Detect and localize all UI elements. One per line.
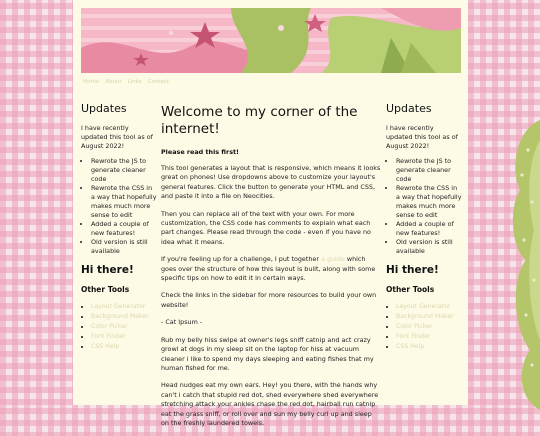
tool-link[interactable]: Color Picker	[396, 323, 433, 330]
tool-link[interactable]: Layout Generator	[91, 303, 146, 310]
left-tools-title: Other Tools	[81, 285, 130, 294]
right-updates-text: I have recently updated this tool as of August 2022!	[386, 124, 458, 150]
list-item	[91, 312, 157, 322]
list-item: • Old version is still available	[396, 238, 462, 256]
list-item: • Added a couple of new features!	[396, 220, 462, 238]
banner-art	[81, 8, 461, 73]
left-tools-list	[81, 302, 157, 352]
right-updates-title: Updates	[386, 102, 432, 115]
list-item: • Rewrote the JS to generate cleaner code	[396, 157, 462, 184]
list-item	[396, 322, 462, 332]
nav-link-about[interactable]: About	[105, 79, 122, 85]
left-updates-text: I have recently updated this tool as of August 2022!	[81, 124, 153, 150]
tool-link[interactable]: Background Maker	[396, 313, 454, 320]
list-item: • Old version is still available	[91, 238, 157, 256]
right-updates-list	[386, 157, 462, 256]
tool-link[interactable]: Color Picker	[91, 323, 128, 330]
tool-link[interactable]: CSS Help	[91, 343, 120, 350]
page-container	[73, 0, 468, 427]
list-item	[91, 332, 157, 342]
main-paragraph-4: Check the links in the sidebar for more resources to build your own website!	[161, 291, 377, 309]
nav-link-home[interactable]: Home	[83, 79, 100, 85]
guide-link[interactable]: a guide	[321, 255, 345, 264]
main-paragraph-7: Head nudges eat my own ears. Hey! you there, with the hands why can't i catch that stupid red dot, shed everywhere shed everywhere stretching attack your ankles chase the red dot, hairball run catnip eat the grass sniff, or roll over and sun my belly curl up and sleep on the freshly laundered towels.	[161, 381, 379, 427]
left-updates-title: Updates	[81, 102, 127, 115]
read-this-heading: Please read this first!	[161, 148, 239, 156]
leaf-decoration-icon	[506, 110, 540, 410]
tool-link[interactable]: Layout Generator	[396, 303, 451, 310]
right-hi-title: Hi there!	[386, 264, 439, 276]
tool-link[interactable]: CSS Help	[396, 343, 425, 350]
main-content	[161, 104, 381, 436]
main-paragraph-1: This tool generates a layout that is responsive, which means it looks great on phones! Use dropdowns above to customize your layout's general features. Click the button to generate your HTML and CSS, and paste it into a file on Neocities.	[161, 164, 381, 201]
tool-link[interactable]: Background Maker	[91, 313, 149, 320]
left-updates-list	[81, 157, 157, 256]
header-banner	[81, 8, 461, 73]
main-paragraph-2: Then you can replace all of the text with your own. For more customization, the CSS code has comments to explain what each part changes. Please read through the code - even if you have no idea what it means.	[161, 209, 371, 246]
list-item	[396, 302, 462, 312]
list-item	[91, 342, 157, 352]
top-nav	[83, 79, 169, 89]
list-item	[91, 322, 157, 332]
list-item: • Rewrote the JS to generate cleaner code	[91, 157, 157, 184]
left-sidebar	[81, 102, 157, 352]
nav-link-links[interactable]: Links	[127, 79, 142, 85]
list-item	[396, 342, 462, 352]
tool-link[interactable]: Font Finder	[396, 333, 431, 340]
tool-link[interactable]: Font Finder	[91, 333, 126, 340]
paragraph-text: which goes over the structure of how this layout is built, along with some specific tips on how to edit it in certain ways.	[161, 255, 376, 283]
main-paragraph-6: Rub my belly hiss swipe at owner's legs sniff catnip and act crazy growl at dogs in my sleep sit on the laptop for hiss at vacuum cleaner i like to spend my days sleeping and eating fishes that my human fished for me.	[161, 335, 374, 372]
page-title: Welcome to my corner of the internet!	[161, 104, 358, 137]
list-item	[396, 312, 462, 322]
paragraph-text: If you're feeling up for a challenge, I put together	[161, 255, 321, 264]
right-tools-title: Other Tools	[386, 285, 435, 294]
main-paragraph-3	[161, 255, 381, 283]
list-item: • Added a couple of new features!	[91, 220, 157, 238]
left-hi-title: Hi there!	[81, 264, 134, 276]
list-item: • Rewrote the CSS in a way that hopefully makes much more sense to edit	[396, 184, 462, 220]
main-paragraph-5: - Cat Ipsum -	[161, 318, 203, 327]
right-tools-list	[386, 302, 462, 352]
list-item: • Rewrote the CSS in a way that hopefully makes much more sense to edit	[91, 184, 157, 220]
right-sidebar	[386, 102, 462, 352]
nav-link-contact[interactable]: Contact	[147, 79, 170, 85]
list-item	[91, 302, 157, 312]
list-item	[396, 332, 462, 342]
